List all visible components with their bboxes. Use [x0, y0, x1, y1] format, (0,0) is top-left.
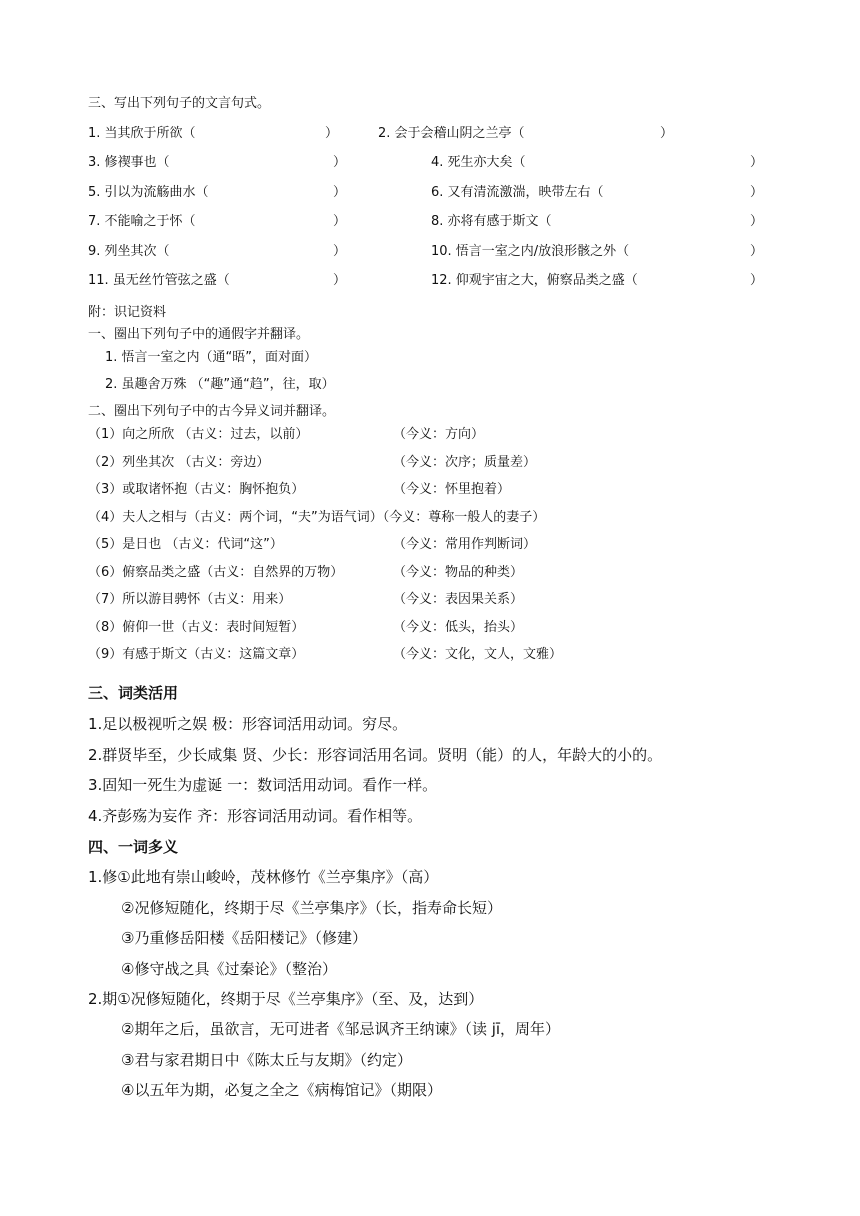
huoyong-item-3: 3.固知一死生为虚诞 一：数词活用动词。看作一样。: [88, 776, 438, 794]
syntax-item-11: 11. 虽无丝竹管弦之盛（: [88, 273, 230, 288]
gujin-item-2-modern: （今义：次序；质量差）: [393, 455, 537, 470]
duoyi-qi-2: ②期年之后，虽欲言，无可进者《邹忌讽齐王纳谏》（读 jī，周年）: [121, 1020, 561, 1038]
syntax-item-8-close: ）: [750, 214, 764, 229]
gujin-item-3-modern: （今义：怀里抱着）: [393, 482, 511, 497]
gujin-item-3-ancient: （3）或取诸怀抱（古义：胸怀抱负）: [88, 482, 305, 497]
gujin-item-6-ancient: （6）俯察品类之盛（古义：自然界的万物）: [88, 565, 344, 580]
duoyi-xiu-2: ②况修短随化，终期于尽《兰亭集序》（长，指寿命长短）: [121, 899, 502, 917]
gujin-item-4: （4）夫人之相与（古义：两个词，“夫”为语气词）（今义：尊称一般人的妻子）: [88, 510, 546, 525]
gujin-item-9-modern: （今义：文化，文人，文雅）: [393, 647, 563, 662]
syntax-item-5: 5. 引以为流觞曲水（: [88, 185, 209, 200]
section-heading-duoyi: 四、一词多义: [88, 838, 179, 856]
gujin-item-6-modern: （今义：物品的种类）: [393, 565, 524, 580]
duoyi-xiu-4: ④修守战之具《过秦论》（整治）: [121, 960, 337, 978]
syntax-item-9-close: ）: [333, 244, 347, 259]
syntax-item-4-close: ）: [750, 155, 764, 170]
syntax-item-5-close: ）: [333, 185, 347, 200]
huoyong-item-2: 2.群贤毕至，少长咸集 贤、少长：形容词活用名词。贤明（能）的人，年龄大的小的。: [88, 746, 663, 764]
duoyi-xiu-1: 1.修①此地有崇山峻岭，茂林修竹《兰亭集序》（高）: [88, 868, 439, 886]
gujin-heading: 二、圈出下列句子中的古今异义词并翻译。: [88, 404, 336, 419]
syntax-item-9: 9. 列坐其次（: [88, 244, 170, 259]
syntax-item-2: 2. 会于会稽山阴之兰亭（: [378, 126, 525, 141]
syntax-item-3-close: ）: [333, 155, 347, 170]
appendix-title: 附：识记资料: [88, 305, 167, 320]
gujin-item-1-modern: （今义：方向）: [393, 427, 485, 442]
gujin-item-5-ancient: （5）是日也 （古义：代词“这”）: [88, 537, 283, 552]
duoyi-qi-1: 2.期①况修短随化，终期于尽《兰亭集序》（至、及，达到）: [88, 990, 484, 1008]
tongjia-item-2: 2. 虽趣舍万殊 （“趣”通“趋”，往，取）: [105, 377, 335, 392]
gujin-item-8-ancient: （8）俯仰一世（古义：表时间短暂）: [88, 620, 305, 635]
tongjia-item-1: 1. 悟言一室之内（通“晤”，面对面）: [105, 350, 318, 365]
duoyi-qi-4: ④以五年为期，必复之全之《病梅馆记》（期限）: [121, 1081, 442, 1099]
gujin-item-5-modern: （今义：常用作判断词）: [393, 537, 537, 552]
syntax-item-4: 4. 死生亦大矣（: [431, 155, 526, 170]
duoyi-qi-3: ③君与家君期日中《陈太丘与友期》（约定）: [121, 1051, 412, 1069]
huoyong-item-1: 1.足以极视听之娱 极：形容词活用动词。穷尽。: [88, 715, 408, 733]
section-heading-syntax: 三、写出下列句子的文言句式。: [88, 96, 271, 111]
tongjia-heading: 一、圈出下列句子中的通假字并翻译。: [88, 327, 310, 342]
gujin-item-7-ancient: （7）所以游目骋怀（古义：用来）: [88, 592, 292, 607]
gujin-item-1-ancient: （1）向之所欣 （古义：过去，以前）: [88, 427, 309, 442]
gujin-item-2-ancient: （2）列坐其次 （古义：旁边）: [88, 455, 270, 470]
syntax-item-6: 6. 又有清流激湍，映带左右（: [431, 185, 604, 200]
syntax-item-1-close: ）: [325, 126, 339, 141]
syntax-item-2-close: ）: [660, 126, 674, 141]
gujin-item-7-modern: （今义：表因果关系）: [393, 592, 524, 607]
syntax-item-12-close: ）: [750, 273, 764, 288]
duoyi-xiu-3: ③乃重修岳阳楼《岳阳楼记》（修建）: [121, 929, 367, 947]
syntax-item-3: 3. 修禊事也（: [88, 155, 170, 170]
syntax-item-1: 1. 当其欣于所欲（: [88, 126, 196, 141]
section-heading-huoyong: 三、词类活用: [88, 684, 179, 702]
syntax-item-7-close: ）: [333, 214, 347, 229]
syntax-item-10: 10. 悟言一室之内/放浪形骸之外（: [431, 244, 630, 259]
syntax-item-7: 7. 不能喻之于怀（: [88, 214, 196, 229]
syntax-item-8: 8. 亦将有感于斯文（: [431, 214, 552, 229]
huoyong-item-4: 4.齐彭殇为妄作 齐：形容词活用动词。看作相等。: [88, 807, 423, 825]
syntax-item-12: 12. 仰观宇宙之大，俯察品类之盛（: [431, 273, 638, 288]
syntax-item-10-close: ）: [750, 244, 764, 259]
syntax-item-11-close: ）: [333, 273, 347, 288]
gujin-item-9-ancient: （9）有感于斯文（古义：这篇文章）: [88, 647, 305, 662]
gujin-item-8-modern: （今义：低头，抬头）: [393, 620, 524, 635]
syntax-item-6-close: ）: [750, 185, 764, 200]
